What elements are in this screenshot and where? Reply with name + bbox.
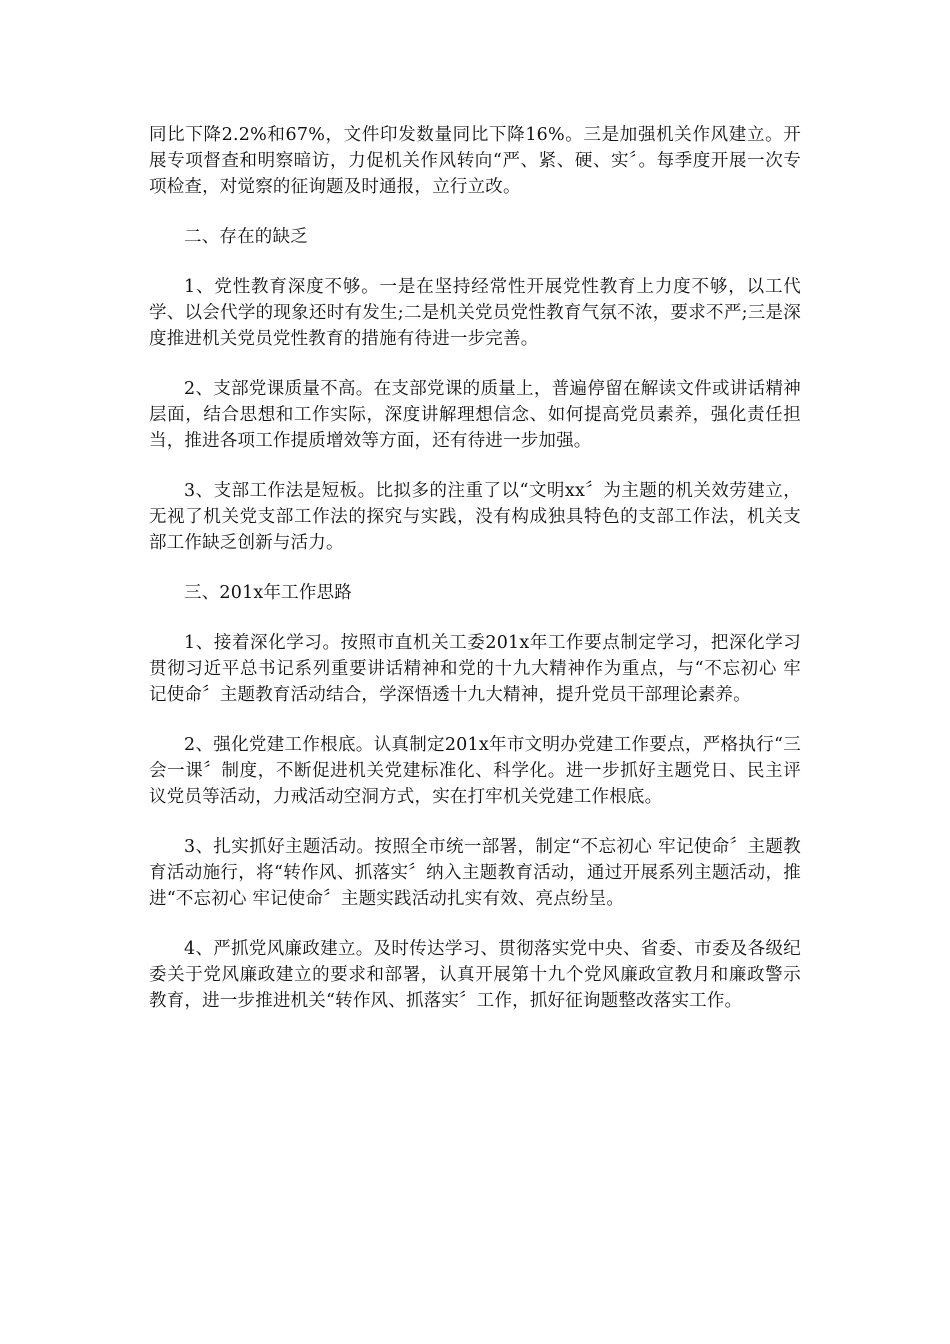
problem-item-1: 1、党性教育深度不够。一是在坚持经常性开展党性教育上力度不够，以工代学、以会代学的现象还时有发生;二是机关党员党性教育气氛不浓，要求不严;三是深度推进机关党员党性教育的措施有待进一步完善。 bbox=[149, 277, 801, 349]
continuation-paragraph: 同比下降2.2%和67%，文件印发数量同比下降16%。三是加强机关作风建立。开展专项督查和明察暗访，力促机关作风转向“严、紧、硬、实〞。每季度开展一次专项检查，对觉察的征询题及时通报，立行立改。 bbox=[149, 125, 801, 197]
plan-item-3: 3、扎实抓好主题活动。按照全市统一部署，制定“不忘初心 牢记使命〞主题教育活动施行，将“转作风、抓落实〞纳入主题教育活动，通过开展系列主题活动，推进“不忘初心 牢记使命〞主题实践活动扎实有效、亮点纷呈。 bbox=[149, 837, 801, 909]
problem-item-3: 3、支部工作法是短板。比拟多的注重了以“文明xx〞为主题的机关效劳建立，无视了机关党支部工作法的探究与实践，没有构成独具特色的支部工作法，机关支部工作缺乏创新与活力。 bbox=[149, 481, 801, 553]
section-heading-problems: 二、存在的缺乏 bbox=[184, 227, 308, 247]
section-heading-work-plan: 三、201x年工作思路 bbox=[184, 583, 352, 603]
document-page bbox=[149, 122, 801, 1038]
problem-item-2: 2、支部党课质量不高。在支部党课的质量上，普遍停留在解读文件或讲话精神层面，结合思想和工作实际，深度讲解理想信念、如何提高党员素养，强化责任担当，推进各项工作提质增效等方面，还有待进一步加强。 bbox=[149, 379, 801, 451]
plan-item-2: 2、强化党建工作根底。认真制定201x年市文明办党建工作要点，严格执行“三会一课〞制度，不断促进机关党建标准化、科学化。进一步抓好主题党日、民主评议党员等活动，力戒活动空洞方式，实在打牢机关党建工作根底。 bbox=[149, 735, 801, 807]
plan-item-4: 4、严抓党风廉政建立。及时传达学习、贯彻落实党中央、省委、市委及各级纪委关于党风廉政建立的要求和部署，认真开展第十九个党风廉政宣教月和廉政警示教育，进一步推进机关“转作风、抓落实〞工作，抓好征询题整改落实工作。 bbox=[149, 939, 801, 1011]
plan-item-1: 1、接着深化学习。按照市直机关工委201x年工作要点制定学习，把深化学习贯彻习近平总书记系列重要讲话精神和党的十九大精神作为重点，与“不忘初心 牢记使命〞主题教育活动结合，学深悟透十九大精神，提升党员干部理论素养。 bbox=[149, 633, 801, 705]
